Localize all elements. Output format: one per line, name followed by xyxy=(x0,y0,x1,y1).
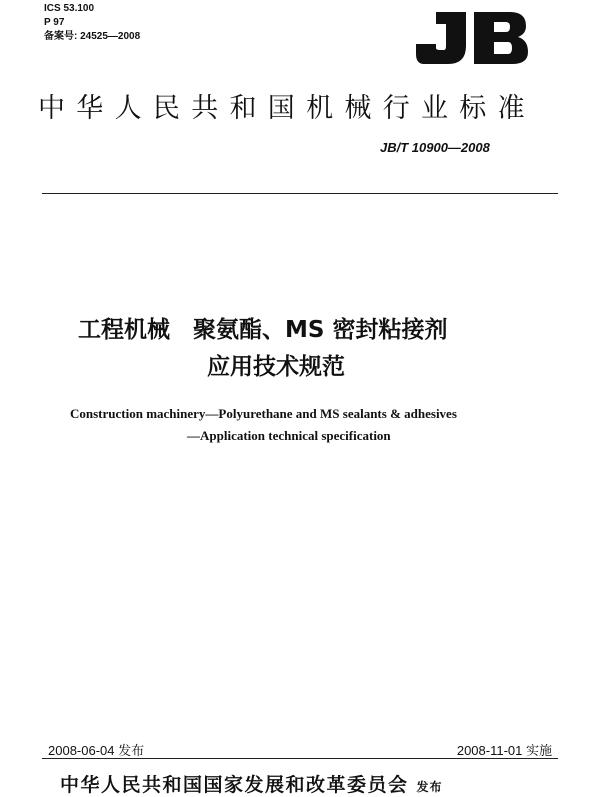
footer-divider xyxy=(42,758,558,759)
issue-date: 2008-06-04 发布 xyxy=(48,743,145,758)
chinese-title-line-2: 应用技术规范 xyxy=(207,354,345,380)
implementation-date: 2008-11-01 实施 xyxy=(456,743,552,758)
jb-logo xyxy=(414,8,530,66)
record-number: 备案号: 24525—2008 xyxy=(44,31,141,42)
standard-category-title: 中华人民共和国机械行业标准 xyxy=(38,93,536,124)
issuer-name: 中华人民共和国国家发展和改革委员会 xyxy=(60,774,409,796)
ccs-code: P 97 xyxy=(44,17,65,28)
english-title-line-2: —Application technical specification xyxy=(187,428,391,443)
classification-codes xyxy=(44,2,140,44)
ics-code: ICS 53.100 xyxy=(44,3,95,14)
header-divider xyxy=(42,193,558,194)
issuer-suffix: 发布 xyxy=(416,780,443,794)
issuing-authority xyxy=(60,770,443,797)
chinese-title-line-1: 工程机械 聚氨酯、MS 密封粘接剂 xyxy=(78,317,448,343)
english-title-line-1: Construction machinery—Polyurethane and MS sealants & adhesives xyxy=(70,406,457,421)
standard-number: JB/T 10900—2008 xyxy=(380,140,490,155)
